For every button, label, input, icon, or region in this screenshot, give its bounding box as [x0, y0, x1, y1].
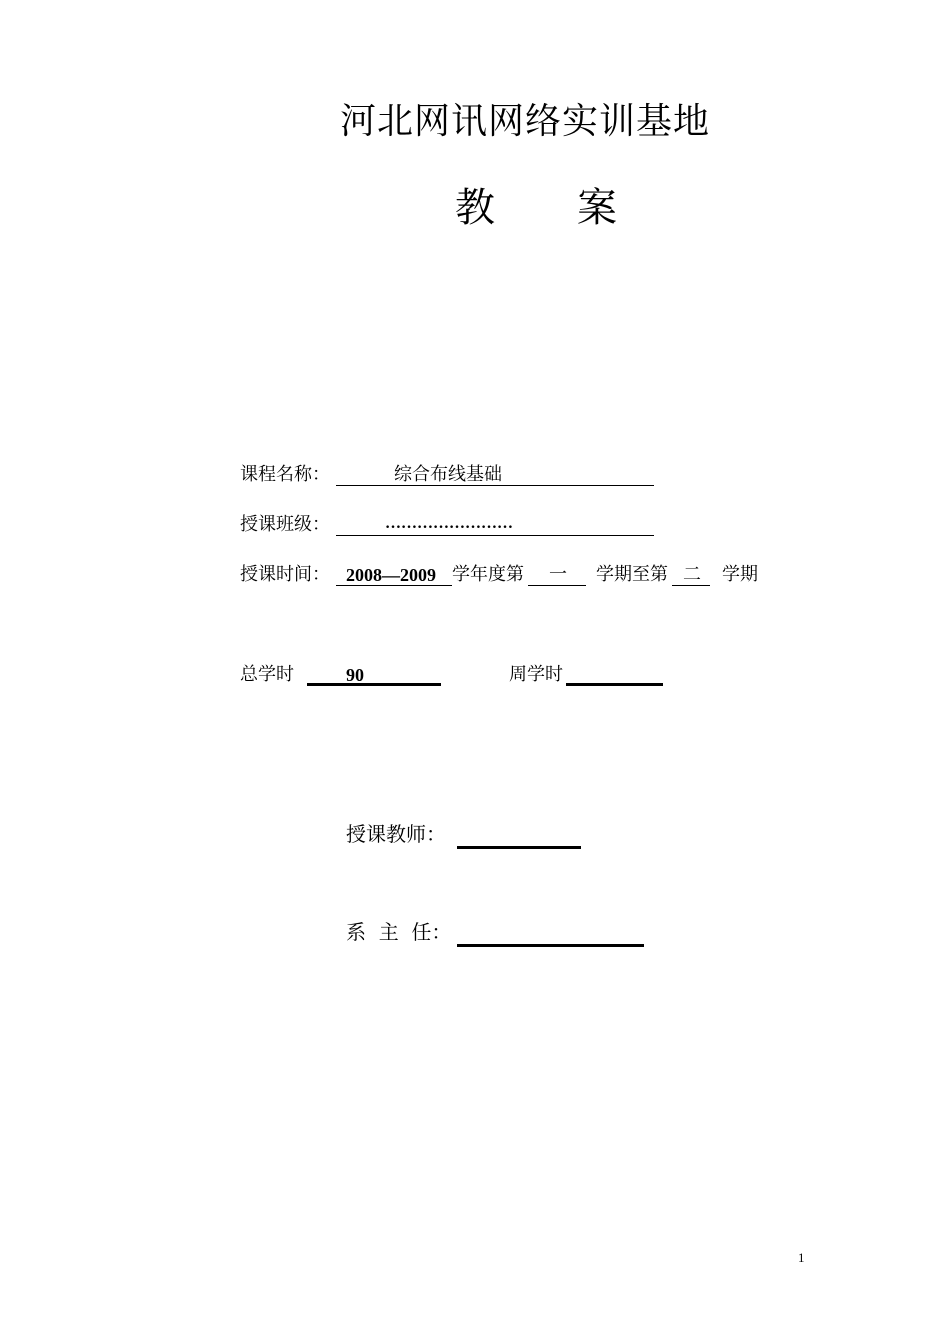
class-label: 授课班级： — [240, 514, 330, 535]
term-start-value: 一 — [549, 564, 567, 585]
year-suffix: 学年度第 — [452, 564, 524, 585]
class-underline — [336, 535, 654, 536]
total-hours-underline — [307, 683, 441, 686]
weekly-hours-underline — [566, 683, 663, 686]
subtitle-left: 教 — [455, 185, 495, 231]
director-label: 系 主 任： — [346, 920, 452, 944]
year-underline — [336, 585, 452, 586]
teacher-label: 授课教师： — [346, 822, 446, 846]
subtitle-right: 案 — [577, 185, 617, 231]
term-start-underline — [528, 585, 586, 586]
term-suffix: 学期 — [722, 564, 758, 585]
page-title: 河北网讯网络实训基地 — [340, 101, 711, 142]
course-name-underline — [336, 485, 654, 486]
time-label: 授课时间： — [240, 564, 330, 585]
weekly-hours-label: 周学时 — [509, 664, 563, 685]
term-end-underline — [672, 585, 710, 586]
director-signature-line — [457, 944, 644, 947]
page-number: 1 — [798, 1250, 805, 1265]
course-name-value: 综合布线基础 — [394, 464, 502, 485]
total-hours-label: 总学时 — [240, 664, 294, 685]
term-end-value: 二 — [683, 564, 701, 585]
teacher-signature-line — [457, 846, 581, 849]
total-hours-value: 90 — [346, 665, 364, 685]
term-mid-label: 学期至第 — [596, 564, 668, 585]
class-value: …………………… — [385, 515, 513, 532]
page-subtitle — [455, 183, 617, 233]
course-name-label: 课程名称： — [240, 464, 330, 485]
year-value: 2008—2009 — [346, 565, 436, 585]
